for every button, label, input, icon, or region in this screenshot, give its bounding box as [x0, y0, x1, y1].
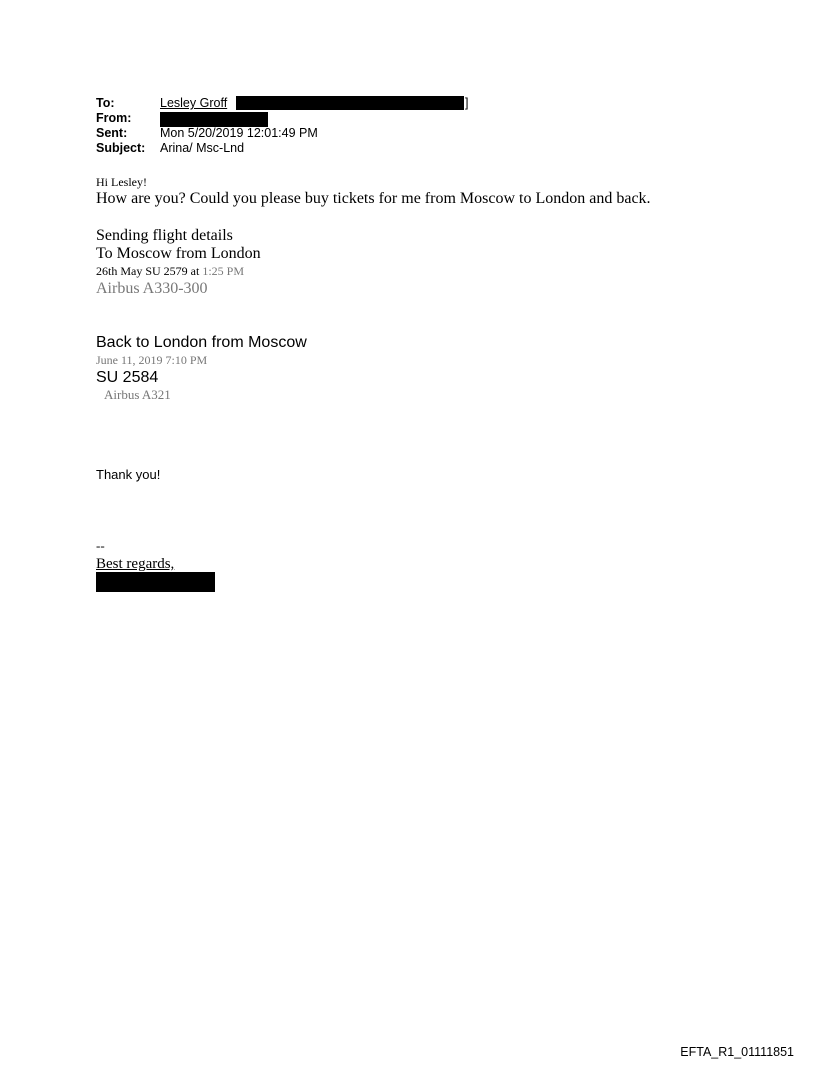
greeting: Hi Lesley! [96, 175, 147, 189]
to-redaction [236, 96, 464, 110]
subject-label: Subject: [96, 141, 146, 155]
request-line: How are you? Could you please buy tickets for me from Moscow to London and back. [96, 190, 651, 207]
sent-label: Sent: [96, 126, 128, 140]
best-regards: Best regards, [96, 556, 175, 572]
leg2-date: June 11, 2019 7:10 PM [96, 353, 208, 367]
to-value: Lesley Groff [160, 96, 228, 110]
signature-dash: -- [96, 538, 105, 553]
from-label: From: [96, 111, 132, 125]
leg1-time: 1:25 PM [202, 264, 245, 278]
subject-value: Arina/ Msc-Lnd [160, 141, 245, 155]
leg2-title: Back to London from Moscow [96, 334, 307, 351]
thank-you: Thank you! [96, 467, 161, 482]
signature-redaction [96, 572, 215, 592]
from-redaction [160, 112, 268, 127]
leg2-aircraft: Airbus A321 [104, 387, 171, 402]
sent-value: Mon 5/20/2019 12:01:49 PM [160, 126, 318, 140]
leg1-date: 26th May SU 2579 at [96, 264, 203, 278]
leg2-flight: SU 2584 [96, 369, 159, 386]
bates-number: EFTA_R1_01111851 [680, 1045, 794, 1059]
to-close-bracket: ] [465, 96, 469, 110]
leg1-aircraft: Airbus A330-300 [96, 280, 208, 297]
leg1-title: To Moscow from London [96, 245, 261, 262]
sending-details: Sending flight details [96, 227, 233, 244]
leg1-date-line [96, 264, 244, 279]
to-label: To: [96, 96, 115, 110]
